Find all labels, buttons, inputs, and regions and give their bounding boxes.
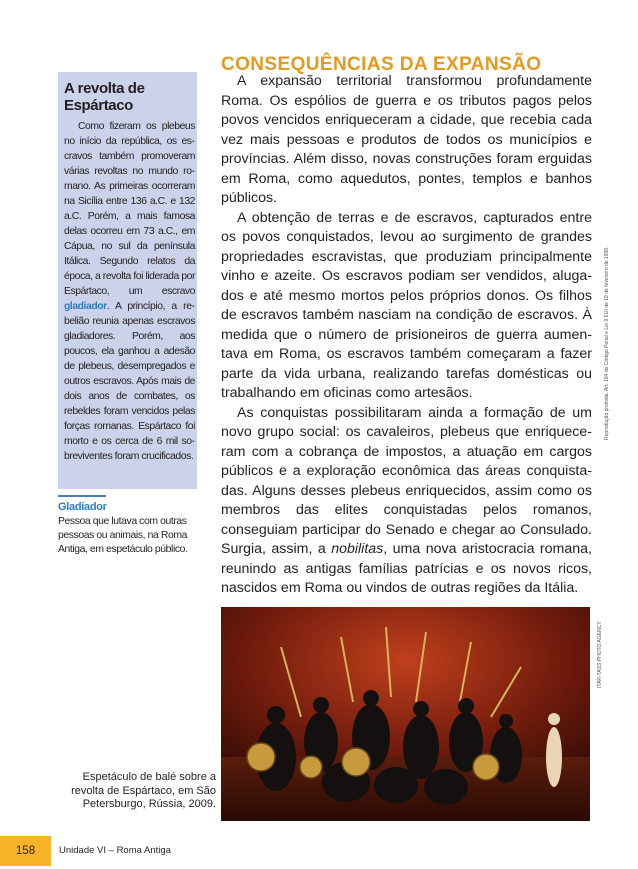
paragraph-3 [221,404,592,599]
page-number: 158 [0,836,51,866]
nobilitas-term: nobilitas [331,541,384,557]
sidebar-box [58,72,197,489]
sidebar-box-text-b: . A princípio, a rebelião reunia apenas escravos gladiadores. Porém, aos poucos, ela ganhou a adesão de plebeus, desempregados e outros escravos. Após mais de dois anos de combates, os rebeldes foram vencidos pelas forças romanas. Espártaco foi morto e os cerca de 6 mil sobreviventes foram crucificados. [64,301,195,462]
gladiador-link: gladiador [64,301,107,312]
sidebar-box-title: A revolta de Espártaco [64,80,145,114]
section-title: CONSEQUÊNCIAS DA EXPANSÃO [221,53,542,75]
glossary-term: Gladiador [58,501,107,513]
glossary-rule [58,495,106,497]
ballet-photo [221,607,590,821]
main-text [221,72,592,599]
paragraph-3-text-b: , uma nova aristocracia romana, reunindo as antigas famílias patrícias e os novos ricos, nascidos em Roma ou vindos de outras regiões da Itália. [221,541,592,596]
running-head: Unidade VI – Roma Antiga [59,845,171,856]
glossary [58,495,203,557]
paragraph-3-text-a: As conquistas possibilitaram ainda a formação de um novo grupo social: os cavaleiros, plebeus que enriqueceram com a cobrança de impostos, a atuação em cargos públicos e a exploração econômica das áreas conquistadas. Alguns desses plebeus enriquecidos, assim como os membros das elites conquistadas pelos romanos, conseguiam participar do Senado e chegar ao Consulado. Surgia, assim, a [221,404,592,557]
reproduction-notice: Reprodução proibida. Art. 184 do Código Penal e Lei 9.610 de 19 de fevereiro de 1998. [604,246,610,440]
photo-caption: Espetáculo de balé sobre a revolta de Espártaco, em São Petersburgo, Rússia, 2009. [71,771,216,810]
sidebar-box-text [64,119,195,464]
glossary-definition: Pessoa que lutava com outras pessoas ou animais, na Roma Antiga, em espetáculo público. [58,516,188,555]
sidebar-box-paragraph [64,119,195,464]
paragraph-1: A expansão territorial transformou profundamente Roma. Os espólios de guerra e os tributos pagos pelos povos vencidos enriqueceram a cidade, que recebia cada vez mais pessoas e produtos de todos os municípios e províncias. Além disso, novas construções foram erguidas em Roma, como aquedutos, pontes, templos e banhos públicos. [221,73,592,206]
sidebar-box-text-a: Como fizeram os plebeus no início da república, os escravos também promoveram várias revoltas no mundo romano. As primeiras ocorreram na Sicília entre 136 a.C. e 132 a.C. Porém, a mais famosa delas ocorreu em 73 a.C., em Cápua, no sul da península Itálica. Segundo relatos da época, a revolta foi liderada por Espártaco, um escravo [64,121,195,297]
paragraph-2: A obtenção de terras e de escravos, capturados entre os povos conquistados, levou ao surgimento de grandes propriedades escravistas, que produziam principalmente vinho e azeite. Os escravos podiam ser vendidos, alugados e até mesmo mortos pelos próprios donos. Os filhos de escravos também nasciam na condição de escravos. À medida que o número de prisioneiros de guerra aumentava em Roma, os escravos também começaram a fazer parte da vida urbana, realizando tarefas domésticas ou trabalhando em oficinas como artesãos. [221,209,592,401]
ballet-scene-image [221,607,590,821]
photo-credit: ITAR-TASS PHOTO AGENCY [597,621,603,688]
